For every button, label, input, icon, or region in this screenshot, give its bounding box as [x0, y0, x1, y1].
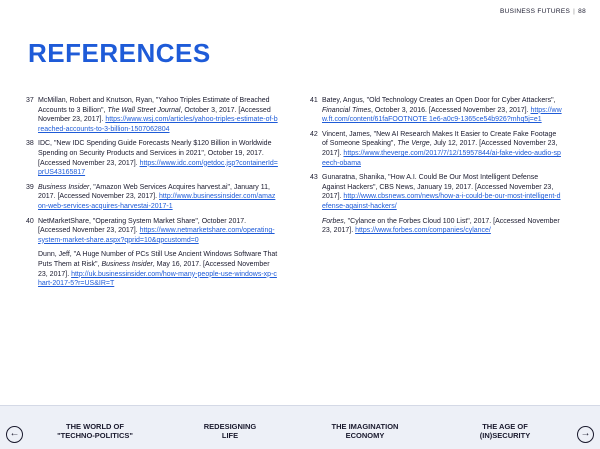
arrow-left-icon[interactable]: ←: [6, 426, 23, 443]
nav-age-of-insecurity[interactable]: [455, 422, 555, 440]
header-separator: |: [573, 8, 576, 15]
reference-link[interactable]: https://www.idc.com/getdoc.jsp?containerId=prUS43165817: [38, 159, 278, 177]
reference-link[interactable]: https://www.forbes.com/companies/cylance/: [355, 227, 491, 235]
reference-item: [28, 96, 278, 134]
reference-text: NetMarketShare, "Operating System Market Share", October 2017. [Accessed November 23, 2017].: [38, 217, 247, 235]
reference-text: , May 16, 2017. [Accessed November 23, 2017].: [38, 260, 270, 278]
reference-link[interactable]: https://www.wsj.com/articles/yahoo-triples-estimate-of-breached-accounts-to-3-billion-1507062804: [38, 116, 278, 133]
reference-number: 41: [310, 97, 318, 104]
reference-item: [28, 250, 278, 288]
section-name: BUSINESS FUTURES: [499, 8, 571, 15]
reference-source: Forbes: [322, 217, 344, 225]
reference-source: Business Insider: [38, 183, 90, 191]
reference-text: Vincent, James, "New AI Research Makes It Easier to Create Fake Footage of Someone Speaking",: [322, 130, 557, 148]
reference-text: , "Amazon Web Services Acquires harvest.ai", January 11, 2017. [Accessed November 23, 2017].: [38, 183, 270, 201]
reference-text: McMillan, Robert and Knutson, Ryan, "Yahoo Triples Estimate of Breached Accounts to 3 Billion",: [38, 97, 270, 114]
nav-label: (IN)SECURITY: [479, 431, 531, 440]
reference-link[interactable]: https://www.netmarketshare.com/operating-system-market-share.aspx?qprid=10&qpcustomd=0: [38, 227, 275, 244]
reference-text: , July 12, 2017. [Accessed November 23, 2017].: [322, 140, 558, 157]
reference-text: Batey, Angus, "Old Technology Creates an Open Door for Cyber Attackers",: [322, 97, 556, 104]
reference-text: , October 3, 2017. [Accessed November 23, 2017].: [38, 106, 271, 124]
reference-item: [312, 96, 562, 125]
reference-text: IDC, "New IDC Spending Guide Forecasts Nearly $120 Billion in Worldwide Spending on Security Products and Services in 2021", October 19, 2017. [Accessed November 23, 2017].: [38, 140, 272, 167]
reference-source: Business Insider: [101, 260, 153, 268]
reference-source: The Verge: [397, 140, 430, 148]
reference-number: 42: [310, 130, 318, 138]
reference-text: , "Cylance on the Forbes Cloud 100 List", 2017. [Accessed November 23, 2017].: [322, 217, 560, 235]
reference-link[interactable]: http://www.businessinsider.com/amazon-web-services-acquires-harvestai-2017-1: [38, 193, 276, 210]
reference-number: 43: [310, 174, 318, 182]
nav-label: "TECHNO-POLITICS": [57, 431, 133, 440]
arrow-right-icon[interactable]: →: [577, 426, 594, 443]
nav-label: ECONOMY: [345, 431, 385, 440]
nav-techno-politics[interactable]: [40, 422, 150, 440]
reference-number: 40: [26, 217, 34, 225]
page-title: REFERENCES: [28, 38, 211, 68]
references-right-column: [312, 96, 562, 241]
reference-number: 39: [26, 183, 34, 191]
reference-item: [312, 217, 562, 236]
page-header: [500, 8, 586, 15]
reference-source: Financial Times: [322, 106, 371, 114]
reference-text: Dunn, Jeff, "A Huge Number of PCs Still Use Ancient Windows Software That Puts Them at Risk",: [38, 251, 278, 268]
reference-item: [28, 217, 278, 246]
reference-number: 37: [26, 97, 34, 104]
reference-number: 38: [26, 140, 34, 148]
reference-item: [28, 139, 278, 177]
footer-nav: [0, 405, 600, 449]
reference-link[interactable]: https://www.ft.com/content/61faFOOTNOTE 1e6-a0c9-1365ce54b926?mhq5j=e1: [322, 106, 562, 124]
reference-link[interactable]: http://uk.businessinsider.com/how-many-people-use-windows-xp-chart-2017-5?r=US&IR=T: [38, 270, 277, 288]
reference-text: , October 3, 2016. [Accessed November 23, 2017].: [370, 106, 531, 114]
nav-label: THE IMAGINATION: [331, 422, 399, 431]
nav-label: THE AGE OF: [482, 422, 528, 431]
page-number: 88: [578, 8, 586, 15]
reference-text: Gunaratna, Shanika, "How A.I. Could Be Our Most Intelligent Defense Against Hackers", CBS News, January 19, 2017. [Accessed November 23, 2017].: [322, 174, 554, 201]
nav-imagination-economy[interactable]: [310, 422, 420, 440]
reference-link[interactable]: http://www.cbsnews.com/news/how-a-i-could-be-our-most-intelligent-defense-against-hackers/: [322, 193, 561, 210]
references-left-column: [28, 96, 278, 294]
reference-item: [312, 130, 562, 168]
reference-source: The Wall Street Journal: [107, 106, 181, 114]
nav-redesigning-life[interactable]: [180, 422, 280, 440]
reference-item: [28, 183, 278, 212]
reference-item: [312, 173, 562, 211]
nav-label: REDESIGNING: [203, 422, 257, 431]
nav-label: THE WORLD OF: [66, 422, 124, 431]
nav-label: LIFE: [221, 431, 239, 440]
reference-link[interactable]: https://www.theverge.com/2017/7/12/15957844/ai-fake-video-audio-speech-obama: [322, 149, 561, 167]
